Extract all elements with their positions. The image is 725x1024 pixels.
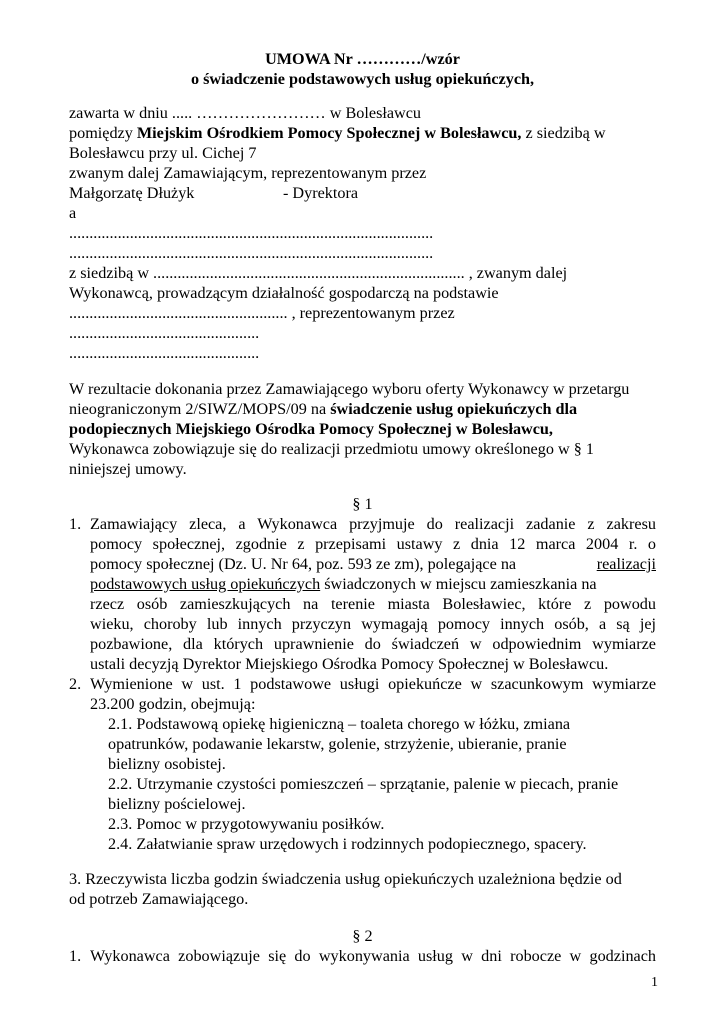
- parties-line: [69, 123, 657, 143]
- parties-line: ...................................................... , reprezentowanym przez: [69, 304, 455, 322]
- intro-subject: świadczenie usług opiekuńczych dla: [330, 400, 578, 418]
- paragraph-line: [90, 554, 656, 574]
- sublist-item: bielizny osobistej.: [108, 755, 226, 773]
- parties-line: Bolesławcu przy ul. Cichej 7: [69, 144, 257, 162]
- sublist-item: 2.4. Załatwianie spraw urzędowych i rodzinnych podopiecznego, spacery.: [108, 835, 587, 853]
- paragraph-line: Zamawiający zleca, a Wykonawca przyjmuje do realizacji zadanie z zakresu: [90, 515, 656, 533]
- blank-line: ...............................................: [69, 324, 260, 342]
- paragraph-text: pomocy społecznej (Dz. U. Nr 64, poz. 593 ze zm), polegające na: [90, 555, 517, 573]
- underlined-term: podstawowych usług opiekuńczych: [90, 575, 321, 593]
- intro-line: Wykonawca zobowiązuje się do realizacji przedmiotu umowy określonego w § 1: [69, 440, 594, 458]
- paragraph-line: 3. Rzeczywista liczba godzin świadczenia usług opiekuńczych uzależniona będzie od: [69, 870, 622, 888]
- page-number: 1: [651, 975, 658, 990]
- intro-line: W rezultacie dokonania przez Zamawiającego wyboru oferty Wykonawcy w przetargu: [69, 380, 630, 398]
- section-heading: § 1: [352, 495, 373, 513]
- paragraph-line: pomocy społecznej, zgodnie z przepisami ustawy z dnia 12 marca 2004 r. o: [90, 535, 656, 553]
- blank-line: ..........................................................................................: [69, 244, 434, 262]
- paragraph-line: 23.200 godzin, obejmują:: [90, 695, 256, 713]
- paragraph-line: pozbawione, dla których uprawnienie do świadczeń w odpowiednim wymiarze: [90, 635, 656, 653]
- paragraph-line: wieku, choroby lub innych przyczyn wymagają pomocy innych osób, a są jej: [90, 615, 656, 633]
- representative-name: Małgorzatę Dłużyk: [69, 184, 195, 202]
- contract-subtitle: o świadczenie podstawowych usług opiekuńczych,: [190, 70, 535, 88]
- sublist-item: 2.2. Utrzymanie czystości pomieszczeń – sprzątanie, palenie w piecach, pranie: [108, 775, 619, 793]
- paragraph-text: świadczonych w miejscu zamieszkania na: [320, 575, 597, 593]
- intro-line: [69, 399, 577, 419]
- parties-client-name: Miejskim Ośrodkiem Pomocy Społecznej w Bolesławcu,: [136, 124, 522, 142]
- sublist-item: opatrunków, podawanie lekarstw, golenie, strzyżenie, ubieranie, pranie: [108, 735, 567, 753]
- parties-text: pomiędzy: [69, 124, 137, 142]
- paragraph-line: rzecz osób zamieszkujących na terenie miasta Bolesławiec, które z powodu: [90, 595, 656, 613]
- parties-line: zwanym dalej Zamawiającym, reprezentowanym przez: [69, 164, 427, 182]
- sublist-item: 2.3. Pomoc w przygotowywaniu posiłków.: [108, 815, 385, 833]
- list-number: 2.: [69, 675, 82, 693]
- paragraph-line: ustali decyzją Dyrektor Miejskiego Ośrodka Pomocy Społecznej w Bolesławcu.: [90, 655, 609, 673]
- sublist-item: 2.1. Podstawową opiekę higieniczną – toaleta chorego w łóżku, zmiana: [108, 715, 571, 733]
- parties-line: Wykonawcą, prowadzącym działalność gospodarczą na podstawie: [69, 284, 499, 302]
- underlined-term: realizacji: [596, 555, 656, 573]
- blank-line: ...............................................: [69, 344, 260, 362]
- section-heading: § 2: [352, 927, 373, 945]
- intro-text: nieograniczonym 2/SIWZ/MOPS/09 na: [69, 400, 331, 418]
- intro-line: niniejszej umowy.: [69, 460, 187, 478]
- parties-line: z siedzibą w ............................................................................. , zwanym dalej: [69, 264, 568, 282]
- paragraph-line: Wykonawca zobowiązuje się do wykonywania usług w dni robocze w godzinach: [90, 947, 656, 965]
- sublist-item: bielizny pościelowej.: [108, 795, 246, 813]
- representative-role: - Dyrektora: [283, 184, 359, 202]
- paragraph-line: Wymienione w ust. 1 podstawowe usługi opiekuńcze w szacunkowym wymiarze: [90, 675, 656, 693]
- parties-line: zawarta w dniu ..... …………………… w Bolesławcu: [69, 104, 422, 122]
- parties-line: [69, 183, 358, 203]
- parties-text: z siedzibą w: [521, 124, 606, 142]
- contract-title: UMOWA Nr …………/wzór: [265, 50, 460, 68]
- paragraph-line: od potrzeb Zamawiającego.: [69, 890, 249, 908]
- list-number: 1.: [69, 947, 82, 965]
- list-number: 1.: [69, 515, 82, 533]
- blank-line: ..........................................................................................: [69, 224, 434, 242]
- parties-line: a: [69, 204, 77, 222]
- intro-line: podopiecznych Miejskiego Ośrodka Pomocy Społecznej w Bolesławcu,: [69, 420, 553, 438]
- paragraph-line: [90, 574, 656, 594]
